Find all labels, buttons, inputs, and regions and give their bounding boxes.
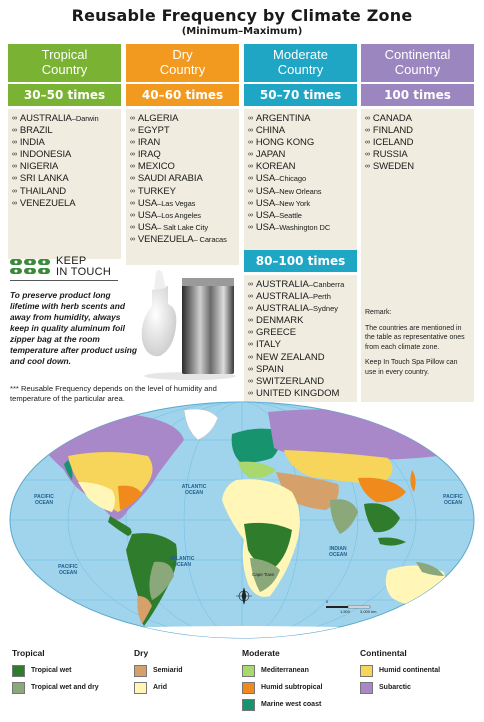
country-item xyxy=(12,149,118,161)
city-name: –New Orleans xyxy=(275,186,322,196)
country-item xyxy=(248,173,354,185)
swatch xyxy=(12,682,25,694)
remark-text: Keep In Touch Spa Pillow can use in every country. xyxy=(365,359,458,376)
column-header: Tropical Country xyxy=(8,44,121,82)
country-name: VENEZUELA xyxy=(19,197,76,209)
legend-item: Subarctic xyxy=(360,679,440,696)
city-name: –Los Angeles xyxy=(157,210,201,220)
atlantic-label-south: ATLANTIC xyxy=(169,556,195,562)
frequency-band: 40–60 times xyxy=(126,84,239,106)
bullet-icon: ∞ xyxy=(365,127,370,135)
country-item xyxy=(365,125,471,137)
bullet-icon: ∞ xyxy=(12,163,17,171)
country-name: EGYPT xyxy=(137,125,170,137)
country-list xyxy=(126,109,239,265)
country-name: KOREAN xyxy=(255,161,296,173)
country-item xyxy=(130,125,236,137)
country-name: INDIA xyxy=(19,137,45,149)
country-item xyxy=(365,149,471,161)
country-name: BRAZIL xyxy=(19,125,53,137)
bullet-icon: ∞ xyxy=(248,139,253,147)
country-name: SRI LANKA xyxy=(19,173,69,185)
country-item xyxy=(365,137,471,149)
swatch xyxy=(12,665,25,677)
map-legend xyxy=(8,648,476,718)
legend-group-dry: Dry Semiarid Arid xyxy=(134,648,183,696)
bullet-icon: ∞ xyxy=(248,365,253,373)
svg-text:OCEAN: OCEAN xyxy=(184,490,204,496)
legend-item: Tropical wet and dry xyxy=(12,679,99,696)
cape-town-label: Cape Town xyxy=(252,572,275,577)
bullet-icon: ∞ xyxy=(248,163,253,171)
bullet-icon: ∞ xyxy=(12,175,17,183)
swatch xyxy=(134,682,147,694)
city-name: – Salt Lake City xyxy=(157,222,209,232)
bullet-icon: ∞ xyxy=(12,199,17,207)
country-list xyxy=(361,109,474,259)
legend-item: Humid subtropical xyxy=(242,679,322,696)
country-name: SAUDI ARABIA xyxy=(137,173,203,185)
country-name: HONG KONG xyxy=(255,137,315,149)
country-name: AUSTRALIA xyxy=(256,279,309,290)
column-moderate-high xyxy=(244,250,357,402)
country-item xyxy=(248,161,354,173)
logo-icon xyxy=(10,256,54,278)
country-item xyxy=(130,149,236,161)
bullet-icon: ∞ xyxy=(248,151,253,159)
country-item xyxy=(248,315,354,327)
bullet-icon: ∞ xyxy=(130,139,135,147)
country-name: SWEDEN xyxy=(372,161,414,173)
swatch xyxy=(242,665,255,677)
bullet-icon: ∞ xyxy=(365,151,370,159)
country-item xyxy=(12,113,118,125)
country-item xyxy=(248,137,354,149)
country-item xyxy=(130,234,236,246)
country-list xyxy=(244,275,357,402)
bullet-icon: ∞ xyxy=(248,175,253,183)
frequency-band: 80–100 times xyxy=(244,250,357,272)
country-item xyxy=(248,303,354,315)
country-item xyxy=(248,279,354,291)
divider xyxy=(10,280,118,281)
promo-text: To preserve product long lifetime with herb scents and away from humidity, always keep in quality aluminum foil zipper bag at the room temperature after product using and cool down. xyxy=(10,290,138,366)
country-item xyxy=(365,161,471,173)
world-climate-map xyxy=(8,400,476,640)
bullet-icon: ∞ xyxy=(130,187,135,195)
bullet-icon: ∞ xyxy=(248,115,253,122)
country-name: FINLAND xyxy=(372,125,413,137)
country-name: CHINA xyxy=(255,125,285,137)
country-item xyxy=(248,388,354,400)
country-name: MEXICO xyxy=(137,161,175,173)
country-item xyxy=(12,161,118,173)
country-name: USA xyxy=(255,209,276,221)
swatch xyxy=(242,699,255,711)
country-item xyxy=(130,210,236,222)
page-title: Reusable Frequency by Climate Zone xyxy=(71,6,413,25)
country-name: USA xyxy=(255,185,276,197)
legend-item: Mediterranean xyxy=(242,662,322,679)
bullet-icon: ∞ xyxy=(365,139,370,147)
bullet-icon: ∞ xyxy=(248,223,253,231)
country-item xyxy=(248,364,354,376)
frequency-band: 50–70 times xyxy=(244,84,357,106)
remark-title: Remark: xyxy=(365,309,392,316)
country-name: USA xyxy=(137,221,158,233)
svg-text:OCEAN: OCEAN xyxy=(58,570,78,576)
bullet-icon: ∞ xyxy=(130,223,135,231)
country-item xyxy=(248,376,354,388)
country-name: USA xyxy=(137,209,158,221)
svg-text:0: 0 xyxy=(326,599,329,604)
bullet-icon: ∞ xyxy=(248,377,253,385)
country-name: NEW ZEALAND xyxy=(256,351,325,363)
city-name: –Perth xyxy=(308,292,331,302)
bullet-icon: ∞ xyxy=(12,139,17,147)
bullet-icon: ∞ xyxy=(365,115,370,122)
bullet-icon: ∞ xyxy=(12,127,17,135)
frequency-band: 100 times xyxy=(361,84,474,106)
pacific-label-east: PACIFIC xyxy=(443,494,463,500)
country-item xyxy=(248,352,354,364)
city-name: –Canberra xyxy=(308,280,345,289)
column-tropical xyxy=(8,44,121,259)
bullet-icon: ∞ xyxy=(12,151,17,159)
country-name: SPAIN xyxy=(256,363,284,375)
swatch xyxy=(242,682,255,694)
city-name: –New York xyxy=(275,198,311,208)
country-name: VENEZUELA xyxy=(137,233,194,245)
country-item xyxy=(12,173,118,185)
bullet-icon: ∞ xyxy=(12,187,17,195)
country-name: ALGERIA xyxy=(137,113,179,124)
bullet-icon: ∞ xyxy=(130,235,135,243)
country-name: ARGENTINA xyxy=(255,113,311,124)
city-name: –Chicago xyxy=(275,174,307,184)
country-name: SWITZERLAND xyxy=(256,375,325,387)
country-name: CANADA xyxy=(372,113,412,124)
product-image xyxy=(138,264,242,382)
bullet-icon: ∞ xyxy=(248,281,253,288)
country-name: USA xyxy=(137,197,158,209)
country-item xyxy=(248,186,354,198)
country-name: UNITED KINGDOM xyxy=(256,387,340,399)
pacific-label-south: PACIFIC xyxy=(58,564,78,570)
swatch xyxy=(134,665,147,677)
country-name: DENMARK xyxy=(256,315,304,327)
city-name: –Washington DC xyxy=(275,222,331,232)
bullet-icon: ∞ xyxy=(130,175,135,183)
country-item xyxy=(12,125,118,137)
country-item xyxy=(130,222,236,234)
remark-box xyxy=(361,250,474,402)
city-name: –Sydney xyxy=(308,304,338,314)
country-name: USA xyxy=(255,221,276,233)
country-name: TURKEY xyxy=(137,185,176,197)
city-name: –Darwin xyxy=(71,114,99,123)
svg-text:3,000 km: 3,000 km xyxy=(360,609,377,614)
legend-group-moderate: Moderate Mediterranean Humid subtropical Marine west coast xyxy=(242,648,322,713)
country-list xyxy=(244,109,357,259)
legend-item: Arid xyxy=(134,679,183,696)
country-item xyxy=(248,113,354,125)
footnote: *** Reusable Frequency depends on the level of humidity and temperature of the particular area. xyxy=(10,384,217,403)
bullet-icon: ∞ xyxy=(248,211,253,219)
bullet-icon: ∞ xyxy=(248,329,253,337)
bullet-icon: ∞ xyxy=(248,341,253,349)
svg-text:OCEAN: OCEAN xyxy=(328,552,348,558)
swatch xyxy=(360,682,373,694)
legend-group-tropical: Tropical Tropical wet Tropical wet and dry xyxy=(12,648,99,696)
column-dry xyxy=(126,44,239,265)
svg-text:1,500: 1,500 xyxy=(340,609,351,614)
atlantic-label: ATLANTIC xyxy=(181,484,207,490)
page-subtitle: (Minimum–Maximum) xyxy=(181,26,303,37)
bullet-icon: ∞ xyxy=(130,115,135,122)
country-item xyxy=(12,198,118,210)
country-item xyxy=(248,327,354,339)
bullet-icon: ∞ xyxy=(248,293,253,301)
country-item xyxy=(365,113,471,125)
brand-logo xyxy=(10,256,130,282)
bullet-icon: ∞ xyxy=(130,163,135,171)
country-name: AUSTRALIA xyxy=(19,113,72,124)
country-item xyxy=(248,339,354,351)
column-header: Dry Country xyxy=(126,44,239,82)
remark-text: The countries are mentioned in the table as representative ones from each climate zone. xyxy=(365,324,465,351)
country-name: ICELAND xyxy=(372,137,414,149)
svg-text:OCEAN: OCEAN xyxy=(443,500,463,506)
country-name: IRAN xyxy=(137,137,161,149)
country-name: AUSTRALIA xyxy=(256,303,309,315)
country-item xyxy=(248,149,354,161)
pacific-label-west: PACIFIC xyxy=(34,494,54,500)
country-item xyxy=(248,210,354,222)
country-name: NIGERIA xyxy=(19,161,59,173)
bullet-icon: ∞ xyxy=(248,353,253,361)
city-name: –Las Vegas xyxy=(157,198,196,208)
country-list xyxy=(8,109,121,259)
bullet-icon: ∞ xyxy=(248,187,253,195)
column-continental xyxy=(361,44,474,259)
brand-name: KEEP IN TOUCH xyxy=(56,255,112,278)
column-header: Continental Country xyxy=(361,44,474,82)
country-item xyxy=(248,198,354,210)
country-item xyxy=(248,125,354,137)
svg-text:OCEAN: OCEAN xyxy=(34,500,54,506)
bullet-icon: ∞ xyxy=(130,151,135,159)
city-name: – Caracas xyxy=(193,234,227,244)
indian-label: INDIAN xyxy=(329,546,347,552)
country-name: IRAQ xyxy=(137,149,161,161)
country-name: AUSTRALIA xyxy=(256,291,309,303)
country-item xyxy=(130,198,236,210)
country-item xyxy=(248,222,354,234)
bullet-icon: ∞ xyxy=(248,199,253,207)
legend-group-continental: Continental Humid continental Subarctic xyxy=(360,648,440,696)
bullet-icon: ∞ xyxy=(12,115,17,122)
bullet-icon: ∞ xyxy=(130,211,135,219)
frequency-band: 30–50 times xyxy=(8,84,121,106)
svg-text:OCEAN: OCEAN xyxy=(172,562,192,568)
bullet-icon: ∞ xyxy=(248,389,253,397)
column-header: Moderate Country xyxy=(244,44,357,82)
bullet-icon: ∞ xyxy=(248,127,253,135)
country-item xyxy=(130,113,236,125)
city-name: –Seattle xyxy=(275,210,302,220)
country-item xyxy=(130,173,236,185)
legend-item: Tropical wet xyxy=(12,662,99,679)
legend-item: Marine west coast xyxy=(242,696,322,713)
country-name: USA xyxy=(255,173,276,185)
country-item xyxy=(248,291,354,303)
country-name: GREECE xyxy=(256,327,297,339)
country-item xyxy=(12,137,118,149)
bullet-icon: ∞ xyxy=(130,199,135,207)
country-name: THAILAND xyxy=(19,185,67,197)
bullet-icon: ∞ xyxy=(248,317,253,325)
country-name: RUSSIA xyxy=(372,149,408,161)
country-name: ITALY xyxy=(256,339,281,351)
bullet-icon: ∞ xyxy=(365,163,370,171)
bullet-icon: ∞ xyxy=(130,127,135,135)
column-moderate xyxy=(244,44,357,259)
country-item xyxy=(12,186,118,198)
country-name: JAPAN xyxy=(255,149,286,161)
legend-item: Semiarid xyxy=(134,662,183,679)
country-item xyxy=(130,137,236,149)
country-name: USA xyxy=(255,197,276,209)
country-item xyxy=(130,186,236,198)
country-item xyxy=(130,161,236,173)
country-name: INDONESIA xyxy=(19,149,72,161)
bullet-icon: ∞ xyxy=(248,305,253,313)
legend-item: Humid continental xyxy=(360,662,440,679)
swatch xyxy=(360,665,373,677)
